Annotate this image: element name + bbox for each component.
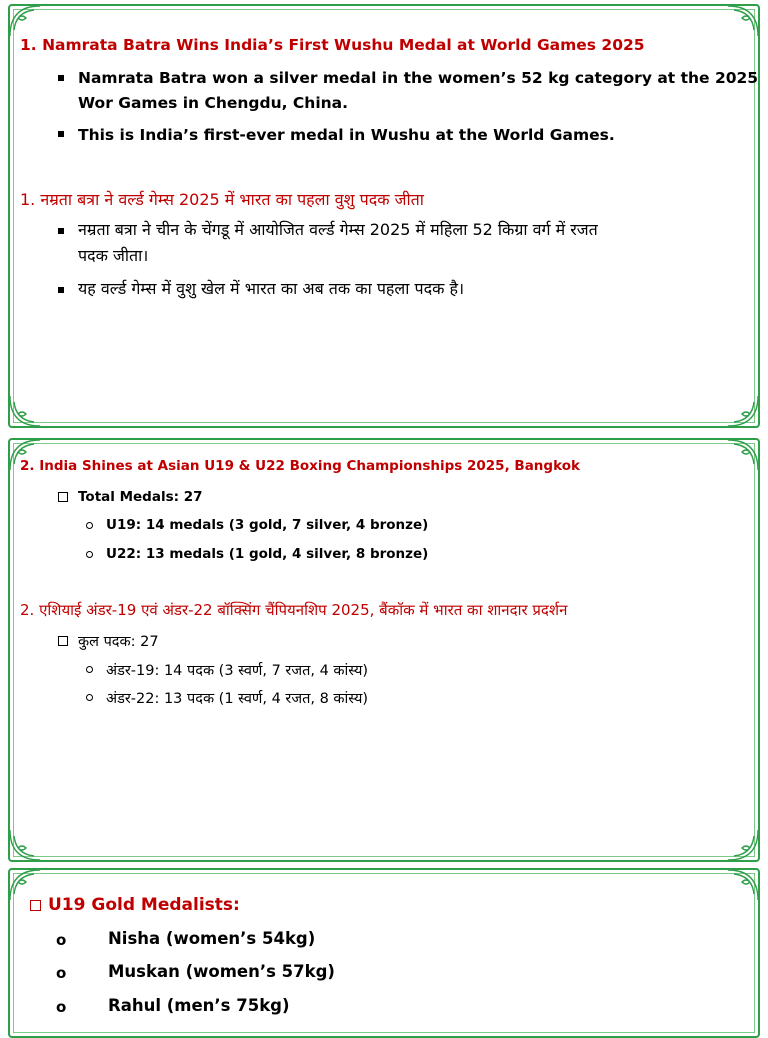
bullet-square-icon	[58, 287, 64, 293]
section2-title-hindi: 2. एशियाई अंडर-19 एवं अंडर-22 बॉक्सिंग चैंपियनशिप 2025, बैंकॉक में भारत का शानदार प्रदर्शन	[20, 601, 568, 619]
bullet-square-icon	[58, 131, 64, 137]
list-marker: o	[56, 931, 67, 949]
checkbox-bullet-icon	[58, 636, 68, 646]
section1-hindi-bullet2: यह वर्ल्ड गेम्स में वुशु खेल में भारत का अब तक का पहला पदक है।	[78, 279, 465, 298]
bullet-square-icon	[58, 75, 64, 81]
checkbox-bullet-icon	[30, 900, 41, 911]
list-marker: o	[56, 964, 67, 982]
corner-ornament-icon	[8, 394, 42, 428]
corner-ornament-icon	[726, 438, 760, 472]
circle-bullet-icon	[86, 666, 93, 673]
section2-total: Total Medals: 27	[78, 489, 203, 505]
section3-title: U19 Gold Medalists:	[48, 895, 240, 915]
corner-ornament-icon	[726, 394, 760, 428]
section2-total-hindi: कुल पदक: 27	[78, 634, 159, 650]
gold-medalist-item: Nisha (women’s 54kg)	[108, 929, 316, 948]
corner-ornament-icon	[726, 828, 760, 862]
section1-title-hindi: 1. नम्रता बत्रा ने वर्ल्ड गेम्स 2025 में भारत का पहला वुशु पदक जीता	[20, 190, 424, 209]
circle-bullet-icon	[86, 522, 93, 529]
circle-bullet-icon	[86, 551, 93, 558]
section2-item-u22: U22: 13 medals (1 gold, 4 silver, 8 bronze)	[106, 546, 429, 562]
bullet-square-icon	[58, 228, 64, 234]
section2-title: 2. India Shines at Asian U19 & U22 Boxing Championships 2025, Bangkok	[20, 458, 580, 474]
corner-ornament-icon	[8, 828, 42, 862]
gold-medalist-item: Rahul (men’s 75kg)	[108, 996, 290, 1015]
section1-bullet2: This is India’s first-ever medal in Wushu at the World Games.	[78, 126, 615, 144]
section2-item-u19: U19: 14 medals (3 gold, 7 silver, 4 bronze)	[106, 517, 429, 533]
circle-bullet-icon	[86, 694, 93, 701]
section1-hindi-bullet1-line1: नम्रता बत्रा ने चीन के चेंगडू में आयोजित वर्ल्ड गेम्स 2025 में महिला 52 किग्रा वर्ग में रजत	[78, 220, 598, 239]
section1-bullet1-line2: Wor Games in Chengdu, China.	[78, 94, 349, 112]
corner-ornament-icon	[726, 868, 760, 902]
section1-bullet1-line1: Namrata Batra won a silver medal in the women’s 52 kg category at the 2025	[78, 69, 759, 87]
corner-ornament-icon	[726, 4, 760, 38]
corner-ornament-icon	[8, 868, 42, 902]
section2-item-u19-hindi: अंडर-19: 14 पदक (3 स्वर्ण, 7 रजत, 4 कांस्य)	[106, 663, 369, 679]
section1-hindi-bullet1-line2: पदक जीता।	[78, 246, 149, 265]
section2-item-u22-hindi: अंडर-22: 13 पदक (1 स्वर्ण, 4 रजत, 8 कांस्य)	[106, 691, 369, 707]
list-marker: o	[56, 998, 67, 1016]
section1-title: 1. Namrata Batra Wins India’s First Wushu Medal at World Games 2025	[20, 36, 645, 54]
checkbox-bullet-icon	[58, 492, 68, 502]
gold-medalist-item: Muskan (women’s 57kg)	[108, 962, 335, 981]
corner-ornament-icon	[8, 4, 42, 38]
